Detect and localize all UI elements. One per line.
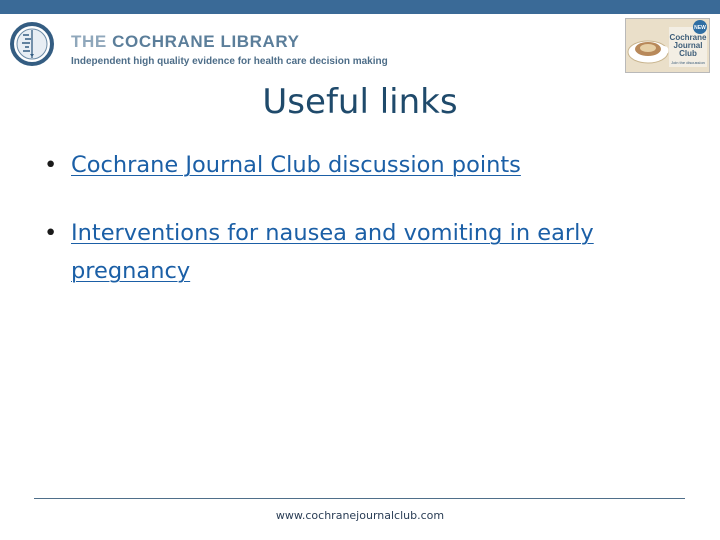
bullet-icon: •: [44, 220, 58, 246]
page-title: Useful links: [262, 82, 458, 122]
cochrane-circle-logo-icon: [10, 22, 54, 66]
footer-divider: [34, 498, 214, 499]
footer-divider: [214, 498, 685, 499]
list-item: [44, 214, 694, 290]
journal-club-logo[interactable]: [625, 18, 710, 73]
top-accent-bar: [0, 0, 720, 14]
list-item: [44, 146, 694, 184]
brand-tagline: Independent high quality evidence for health care decision making: [71, 56, 388, 67]
brand-title: [71, 32, 300, 52]
link-nausea-vomiting-review[interactable]: Interventions for nausea and vomiting in early pregnancy: [71, 220, 594, 284]
bullet-icon: •: [44, 152, 58, 178]
cochrane-library-logo[interactable]: [8, 20, 408, 72]
brand-name: COCHRANE LIBRARY: [112, 32, 300, 51]
footer-url[interactable]: www.cochranejournalclub.com: [275, 509, 445, 522]
link-journal-club-discussion-points[interactable]: Cochrane Journal Club discussion points: [71, 152, 521, 178]
useful-links-list: [44, 146, 694, 320]
badge-join-label: Join the discussion: [671, 60, 705, 65]
badge-line2: Journal: [673, 41, 703, 50]
badge-line1: Cochrane: [669, 33, 707, 42]
coffee-cup-logo-icon: [626, 19, 709, 72]
badge-new-label: NEW: [694, 25, 706, 31]
badge-line3: Club: [679, 49, 697, 58]
brand-the: THE: [71, 32, 107, 51]
